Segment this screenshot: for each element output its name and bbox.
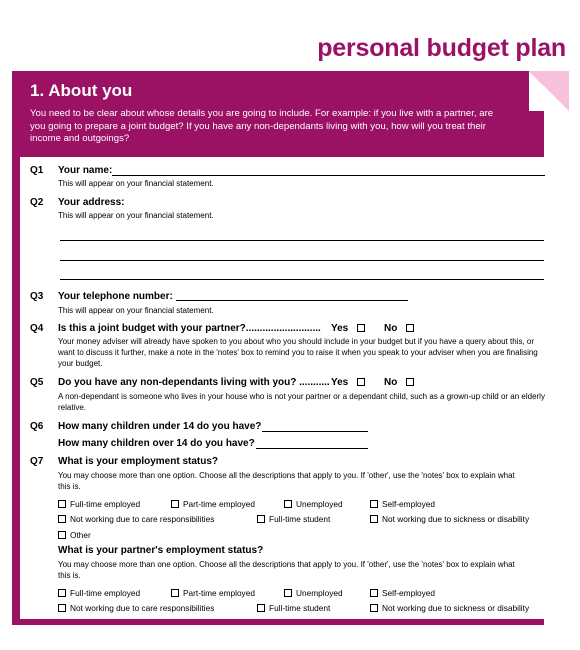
q5-yes-label: Yes xyxy=(331,377,349,388)
q7-number: Q7 xyxy=(30,456,44,467)
option-label: Not working due to sickness or disability xyxy=(382,514,530,524)
option-sickness-disability[interactable] xyxy=(370,514,529,524)
partner-option-unemployed[interactable] xyxy=(284,588,343,598)
option-label: Unemployed xyxy=(296,588,343,598)
option-full-time-student[interactable] xyxy=(257,514,330,524)
q6-number: Q6 xyxy=(30,421,44,432)
checkbox[interactable] xyxy=(58,604,66,612)
option-label: Not working due to care responsibilities xyxy=(70,514,215,524)
q5-yes-option[interactable] xyxy=(331,377,369,388)
option-unemployed[interactable] xyxy=(284,499,343,509)
partner-option-full-time-employed[interactable] xyxy=(58,588,140,598)
children-over-14-field[interactable] xyxy=(256,448,368,449)
checkbox[interactable] xyxy=(370,500,378,508)
telephone-field[interactable] xyxy=(176,300,408,301)
q5-number: Q5 xyxy=(30,377,44,388)
partner-employment-label: What is your partner's employment status? xyxy=(58,545,264,556)
q7-note: You may choose more than one option. Choose all the descriptions that apply to you. If 'other', use the 'notes' box to explain what this is. xyxy=(58,471,515,491)
page-corner-fold xyxy=(529,71,569,111)
option-care-responsibilities[interactable] xyxy=(58,514,214,524)
q1-label: Your name: xyxy=(58,165,113,176)
address-line-2[interactable] xyxy=(60,260,544,261)
q5-no-label: No xyxy=(384,377,398,388)
q2-label: Your address: xyxy=(58,197,125,208)
q3-note: This will appear on your financial statement. xyxy=(58,306,214,315)
address-line-1[interactable] xyxy=(60,240,544,241)
q6-over-label: How many children over 14 do you have? xyxy=(58,438,255,449)
checkbox[interactable] xyxy=(58,531,66,539)
partner-option-full-time-student[interactable] xyxy=(257,603,330,613)
option-part-time-employed[interactable] xyxy=(171,499,255,509)
checkbox[interactable] xyxy=(370,604,378,612)
q6-under-label: How many children under 14 do you have? xyxy=(58,421,262,432)
option-label: Full-time student xyxy=(269,514,331,524)
option-label: Full-time student xyxy=(269,603,331,613)
children-under-14-field[interactable] xyxy=(262,431,368,432)
q5-no-checkbox[interactable] xyxy=(406,378,414,386)
q1-number: Q1 xyxy=(30,165,44,176)
option-label: Full-time employed xyxy=(70,499,141,509)
address-line-3[interactable] xyxy=(60,279,544,280)
option-label: Part-time employed xyxy=(183,499,255,509)
q4-no-checkbox[interactable] xyxy=(406,324,414,332)
q4-yes-option[interactable] xyxy=(331,323,369,334)
checkbox[interactable] xyxy=(370,589,378,597)
checkbox[interactable] xyxy=(370,515,378,523)
checkbox[interactable] xyxy=(257,604,265,612)
checkbox[interactable] xyxy=(58,500,66,508)
q4-no-option[interactable] xyxy=(384,323,418,334)
option-full-time-employed[interactable] xyxy=(58,499,140,509)
checkbox[interactable] xyxy=(284,500,292,508)
q7-label: What is your employment status? xyxy=(58,456,219,467)
q5-no-option[interactable] xyxy=(384,377,418,388)
section-intro: You need to be clear about whose details you are going to include. For example: if you live with a partner, are you going to prepare a joint budget? If you have any non-dependants living with you, how will you treat their income and outgoings? xyxy=(30,108,494,144)
q4-yes-checkbox[interactable] xyxy=(357,324,365,332)
partner-option-part-time-employed[interactable] xyxy=(171,588,255,598)
option-label: Self-employed xyxy=(382,499,436,509)
option-self-employed[interactable] xyxy=(370,499,435,509)
checkbox[interactable] xyxy=(257,515,265,523)
section-title: 1. About you xyxy=(30,81,133,100)
checkbox[interactable] xyxy=(284,589,292,597)
q3-number: Q3 xyxy=(30,291,44,302)
partner-option-self-employed[interactable] xyxy=(370,588,435,598)
option-label: Full-time employed xyxy=(70,588,141,598)
document-title: personal budget plan xyxy=(317,34,566,62)
checkbox[interactable] xyxy=(171,500,179,508)
option-label: Part-time employed xyxy=(183,588,255,598)
checkbox[interactable] xyxy=(171,589,179,597)
q5-label: Do you have any non-dependants living with you? ........... xyxy=(58,377,330,388)
q4-yes-label: Yes xyxy=(331,323,349,334)
q4-no-label: No xyxy=(384,323,398,334)
option-other[interactable] xyxy=(58,530,91,540)
q2-number: Q2 xyxy=(30,197,44,208)
option-label: Other xyxy=(70,530,91,540)
q5-yes-checkbox[interactable] xyxy=(357,378,365,386)
q4-note: Your money adviser will already have spoken to you about who you should include in your budget but if you have a query about this, or want to discuss it further, make a note in the 'notes' box to remind you to raise it when you speak to your adviser when you are finalising your budget. xyxy=(58,337,538,368)
checkbox[interactable] xyxy=(58,515,66,523)
option-label: Self-employed xyxy=(382,588,436,598)
option-label: Not working due to care responsibilities xyxy=(70,603,215,613)
form-panel xyxy=(20,157,557,619)
q3-label: Your telephone number: xyxy=(58,291,173,302)
partner-option-care-responsibilities[interactable] xyxy=(58,603,214,613)
option-label: Unemployed xyxy=(296,499,343,509)
q5-note: A non-dependant is someone who lives in your house who is not your partner or a dependant child, such as a grown-up child or an elderly relative. xyxy=(58,392,545,412)
partner-option-sickness-disability[interactable] xyxy=(370,603,529,613)
option-label: Not working due to sickness or disability xyxy=(382,603,530,613)
name-field[interactable] xyxy=(112,175,545,176)
checkbox[interactable] xyxy=(58,589,66,597)
q2-note: This will appear on your financial statement. xyxy=(58,211,214,220)
q4-number: Q4 xyxy=(30,323,44,334)
q4-label: Is this a joint budget with your partner?........................... xyxy=(58,323,321,334)
q1-note: This will appear on your financial statement. xyxy=(58,179,214,188)
partner-employment-note: You may choose more than one option. Choose all the descriptions that apply to you. If 'other', use the 'notes' box to explain what this is. xyxy=(58,560,515,580)
